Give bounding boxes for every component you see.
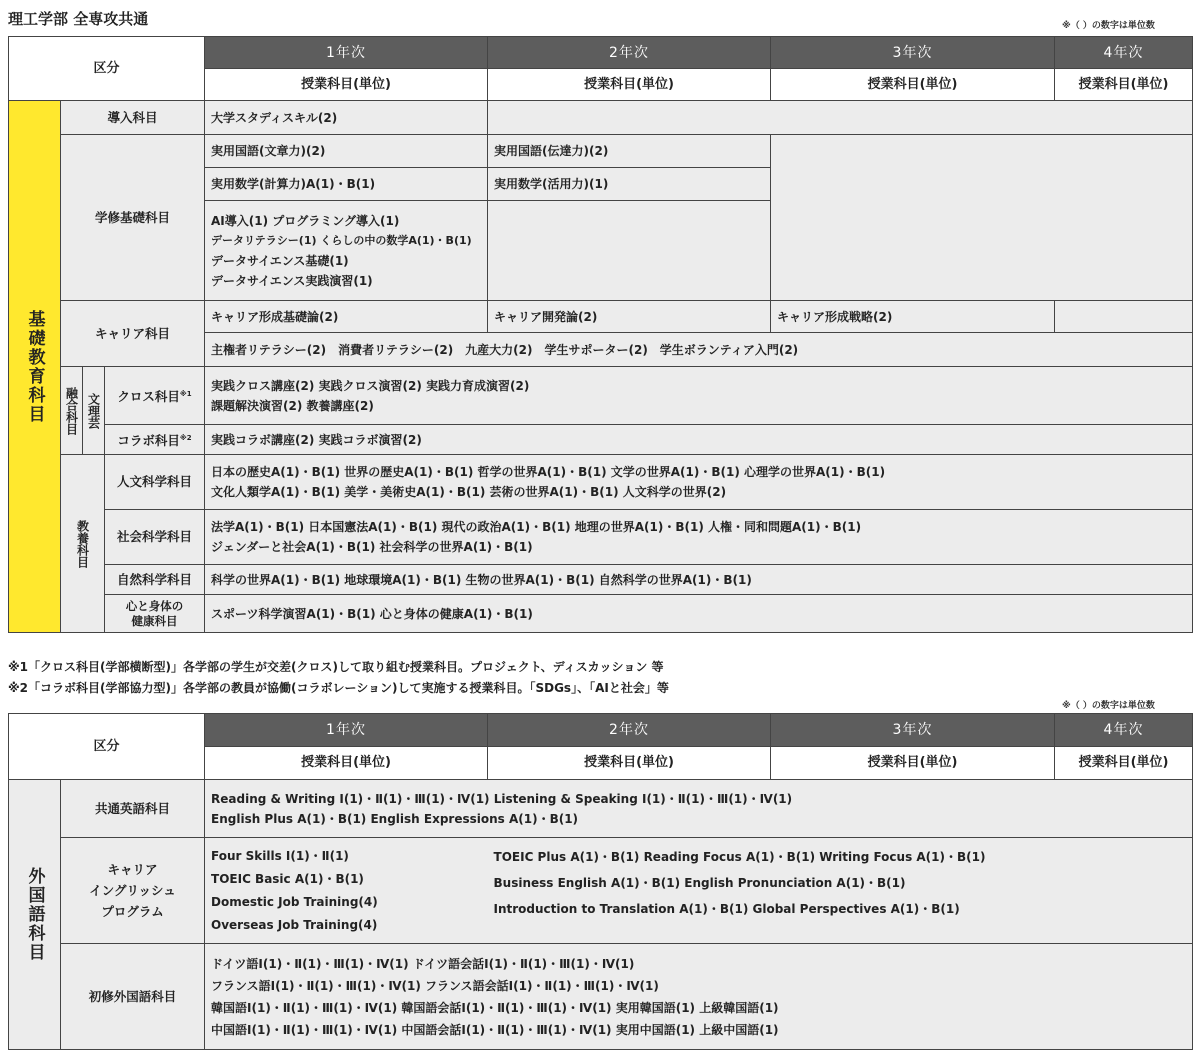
career-year2: キャリア開発論(2) [488,301,771,333]
year-3-subheader: 授業科目(単位) [771,69,1055,101]
year-1-header: 1年次 [205,37,488,69]
basic-r3-line1: AI導入(1) プログラミング導入(1) [211,213,400,228]
foundation-education-text: 基礎教育科目 [24,309,45,424]
basic-r3-empty [488,201,771,301]
career-year1: キャリア形成基礎論(2) [205,301,488,333]
career-year4-empty [1055,301,1193,333]
intro-year1-cell: 大学スタディスキル(2) [205,101,488,135]
career-english-label [61,838,205,944]
year-3-header-2: 3年次 [771,714,1055,747]
career-english-right-3: Introduction to Translation A(1)・B(1) Global Perspectives A(1)・B(1) [493,902,960,916]
health-label-line2: 健康科目 [131,613,178,628]
basic-study-label: 学修基礎科目 [61,135,205,301]
year-1-subheader: 授業科目(単位) [205,69,488,101]
career-english-right [488,838,1193,944]
cross-note-mark: ※1 [179,389,192,398]
common-english-line2: English Plus A(1)・B(1) English Expressions A(1)・B(1) [211,811,579,826]
year-2-header: 2年次 [488,37,771,69]
year-2-subheader-2: 授業科目(単位) [488,747,771,780]
foreign-language-label [9,780,61,1050]
career-english-left-4: Overseas Job Training(4) [211,917,378,932]
year-4-subheader: 授業科目(単位) [1055,69,1193,101]
beginner-language-label: 初修外国語科目 [61,944,205,1050]
cross-subjects-label [105,367,205,425]
liberal-side-text: 教養科目 [75,519,90,568]
beginner-line3: 韓国語Ⅰ(1)・Ⅱ(1)・Ⅲ(1)・Ⅳ(1) 韓国語会話Ⅰ(1)・Ⅱ(1)・Ⅲ(1)・Ⅳ(1) 実用韓国語(1) 上級韓国語(1) [211,1000,779,1015]
social-science-label: 社会科学科目 [105,510,205,565]
career-english-label-3: プログラム [101,904,164,919]
natural-science-label: 自然科学科目 [105,565,205,595]
foundation-curriculum-table [8,36,1193,633]
cross-subjects-cell [205,367,1193,425]
basic-r3-line2: データリテラシー(1) くらしの中の数学A(1)・B(1) [211,233,472,247]
career-subjects-label: キャリア科目 [61,301,205,367]
social-science-cell [205,510,1193,565]
collab-subjects-label [105,425,205,455]
career-english-right-1: TOEIC Plus A(1)・B(1) Reading Focus A(1)・B(1) Writing Focus A(1)・B(1) [493,850,986,864]
beginner-line2: フランス語Ⅰ(1)・Ⅱ(1)・Ⅲ(1)・Ⅳ(1) フランス語会話Ⅰ(1)・Ⅱ(1)・Ⅲ(1)・Ⅳ(1) [211,978,659,993]
year-3-header: 3年次 [771,37,1055,69]
career-english-label-1: キャリア [107,862,158,877]
beginner-line4: 中国語Ⅰ(1)・Ⅱ(1)・Ⅲ(1)・Ⅳ(1) 中国語会話Ⅰ(1)・Ⅱ(1)・Ⅲ(1)・Ⅳ(1) 実用中国語(1) 上級中国語(1) [211,1022,779,1037]
basic-r1-year2: 実用国語(伝達力)(2) [488,135,771,168]
intro-empty-cell [488,101,1193,135]
health-label [105,595,205,633]
humanities-cell [205,455,1193,510]
collab-note-mark: ※2 [179,433,192,442]
beginner-language-cell [205,944,1193,1050]
career-english-label-2: イングリッシュ [89,883,176,898]
basic-r3-line4: データサイエンス実践演習(1) [211,273,373,288]
basic-r2-year1: 実用数学(計算力)A(1)・B(1) [205,168,488,201]
career-english-left-3: Domestic Job Training(4) [211,894,378,909]
humanities-label: 人文科学科目 [105,455,205,510]
year-2-header-2: 2年次 [488,714,771,747]
footnote-2: ※2「コラボ科目(学部協力型)」各学部の教員が協働(コラボレーション)して実施する授業科目。「SDGs」、「AIと社会」等 [8,681,669,695]
health-label-line1: 心と身体の [125,598,184,613]
liberal-side-label [61,455,105,633]
basic-r3-line3: データサイエンス基礎(1) [211,253,349,268]
year-3-subheader-2: 授業科目(単位) [771,747,1055,780]
kubun-header: 区分 [9,37,205,101]
bunri-side-label [83,367,105,455]
foundation-education-label [9,101,61,633]
common-english-label: 共通英語科目 [61,780,205,838]
career-all-years: 主権者リテラシー(2) 消費者リテラシー(2) 九産大力(2) 学生サポーター(2) 学生ボランティア入門(2) [205,333,1193,367]
health-cell: スポーツ科学演習A(1)・B(1) 心と身体の健康A(1)・B(1) [205,595,1193,633]
year-1-header-2: 1年次 [205,714,488,747]
career-english-left-1: Four Skills Ⅰ(1)・Ⅱ(1) [211,848,349,863]
fusion-side-label [61,367,83,455]
social-science-line1: 法学A(1)・B(1) 日本国憲法A(1)・B(1) 現代の政治A(1)・B(1) 地理の世界A(1)・B(1) 人権・同和問題A(1)・B(1) [211,520,862,534]
collab-label-text: コラボ科目 [117,433,180,449]
page-title: 理工学部 全専攻共通 [8,10,149,28]
common-english-cell [205,780,1193,838]
beginner-line1: ドイツ語Ⅰ(1)・Ⅱ(1)・Ⅲ(1)・Ⅳ(1) ドイツ語会話Ⅰ(1)・Ⅱ(1)・Ⅲ(1)・Ⅳ(1) [211,956,635,971]
intro-subjects-label: 導入科目 [61,101,205,135]
basic-empty-cell [771,135,1193,301]
social-science-line2: ジェンダーと社会A(1)・B(1) 社会科学の世界A(1)・B(1) [211,540,533,554]
career-english-right-2: Business English A(1)・B(1) English Pronunciation A(1)・B(1) [493,876,906,890]
year-4-header-2: 4年次 [1055,714,1193,747]
year-4-header: 4年次 [1055,37,1193,69]
unit-note-bottom: ※（ ）の数字は単位数 [1062,701,1155,711]
kubun-header-2: 区分 [9,714,205,780]
year-1-subheader-2: 授業科目(単位) [205,747,488,780]
collab-subjects-cell: 実践コラボ講座(2) 実践コラボ演習(2) [205,425,1193,455]
basic-r1-year1: 実用国語(文章力)(2) [205,135,488,168]
footnote-1: ※1「クロス科目(学部横断型)」各学部の学生が交差(クロス)して取り組む授業科目。プロジェクト、ディスカッション 等 [8,660,664,674]
basic-r2-year2: 実用数学(活用力)(1) [488,168,771,201]
basic-r3-year1 [205,201,488,301]
year-2-subheader: 授業科目(単位) [488,69,771,101]
cross-line1: 実践クロス講座(2) 実践クロス演習(2) 実践力育成演習(2) [211,378,530,393]
cross-line2: 課題解決演習(2) 教養講座(2) [211,398,374,413]
career-year3: キャリア形成戦略(2) [771,301,1055,333]
foreign-language-text: 外国語科目 [24,867,45,962]
fusion-side-text: 融合科目 [64,386,79,435]
bunri-side-text: 文理芸 [86,392,101,429]
common-english-line1: Reading & Writing Ⅰ(1)・Ⅱ(1)・Ⅲ(1)・Ⅳ(1) Listening & Speaking Ⅰ(1)・Ⅱ(1)・Ⅲ(1)・Ⅳ(1) [211,791,793,806]
career-english-left [205,838,488,944]
unit-note-top: ※（ ）の数字は単位数 [1062,21,1155,31]
cross-label-text: クロス科目 [117,389,180,405]
humanities-line1: 日本の歴史A(1)・B(1) 世界の歴史A(1)・B(1) 哲学の世界A(1)・B(1) 文学の世界A(1)・B(1) 心理学の世界A(1)・B(1) [211,465,886,479]
natural-science-cell: 科学の世界A(1)・B(1) 地球環境A(1)・B(1) 生物の世界A(1)・B(1) 自然科学の世界A(1)・B(1) [205,565,1193,595]
career-english-left-2: TOEIC Basic A(1)・B(1) [211,871,364,886]
foreign-language-table [8,713,1193,1050]
humanities-line2: 文化人類学A(1)・B(1) 美学・美術史A(1)・B(1) 芸術の世界A(1)・B(1) 人文科学の世界(2) [211,485,727,499]
year-4-subheader-2: 授業科目(単位) [1055,747,1193,780]
